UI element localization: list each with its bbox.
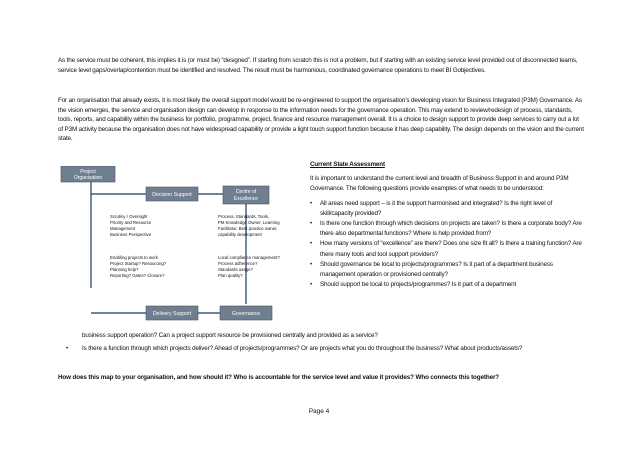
governance-label: Governance <box>231 311 261 317</box>
decision-note-1: Scrutiny / Oversight <box>110 214 148 219</box>
governance-note-1: Local compliance management? <box>218 255 280 260</box>
assessment-bullet-2: • Is there one function through which decisions on projects are taken? Is there a corporate body? Are there also departmental functions? Where is help provided from? <box>310 219 586 239</box>
closing-question: How does this map to your organisation, and how should it? Who is accountable for the service level and value it provides? Who connects this together? <box>58 374 500 381</box>
assessment-intro: It is important to understand the current level and breadth of Business Support in and around P3M Governance. The following questions provide examples of what needs to be understood: <box>310 175 569 193</box>
project-organisation-label-2: Organisation <box>73 175 103 181</box>
delivery-support-label: Delivery Support <box>152 311 192 317</box>
assessment-heading: Current State Assessment <box>310 161 385 168</box>
delivery-note-4: Reporting? Gates? Closure? <box>110 273 165 278</box>
assessment-bullet-4: • Should governance be local to projects/programmes? Is it part of a department business management operation or provisioned centrally? <box>310 260 586 280</box>
current-state-assessment <box>310 160 586 290</box>
governance-note-2: Process adherence? <box>218 261 258 266</box>
centre-of-excellence-label-1: Centre of <box>235 189 257 195</box>
governance-note-3: Standards usage? <box>218 267 253 272</box>
decision-note-4: Business Perspective <box>110 232 152 237</box>
project-organisation-label-1: Project <box>80 169 96 175</box>
governance-note-4: Plan quality? <box>218 273 243 278</box>
delivery-note-1: Enabling projects to work <box>110 255 159 260</box>
decision-support-label: Decision Support <box>152 192 192 198</box>
bullet-dot: • <box>66 345 69 352</box>
excellence-note-1: Process, Standards, Tools, <box>218 214 270 219</box>
excellence-note-2: PM Knowledge Owner, Learning <box>218 220 280 225</box>
page-number: Page 4 <box>308 408 330 415</box>
excellence-note-4: capability development <box>218 232 262 237</box>
assessment-bullet-3: • How many versions of “excellence” are there? Does one size fit all? Is there a training function? Are there many tools and tool support providers? <box>310 239 586 259</box>
assessment-bullet-1: • All areas need support – is it the support harmonised and integrated? Is the right level of skill/capacity provided? <box>310 199 586 219</box>
delivery-note-2: Project Startup? Resourcing? <box>110 261 167 266</box>
decision-note-3: Management <box>110 226 136 231</box>
assessment-bullet-6-text: Is there a function through which projects deliver? Ahead of projects/programmes? Or are projects what you do throughout the business? What about products/assets? <box>82 345 523 352</box>
assessment-bullet-5-continuation: business support operation? Can a project support resource be provisioned centrally and provided as a service? <box>82 332 378 339</box>
centre-of-excellence-label-2: Excellence <box>233 196 259 202</box>
organisation-paragraph: For an organisation that already exists, it is most likely the overall support model would be re-engineered to support the organisation’s developing vision for Business Integrated (P3M) Governance. As the vision emerges, the service and organisation design can develop in response to the information needs for the governance operation. This may extend to review/redesign of process, standards, tools, reports, and capability within the business for portfolio, programme, project, finance and resource management overall. It is a choice to design support to provide deep services to carry out a lot of P3M activity because the organisation does not have widespread capability or provide a light touch support function because it has deep capability. The design depends on the vision and the current state. <box>58 97 584 143</box>
delivery-note-3: Planning help? <box>110 267 139 272</box>
assessment-bullet-5: • Should support be local to projects/programmes? Is it part of a department <box>310 280 586 290</box>
intro-paragraph: As the service must be coherent, this implies it is (or must be) “designed”. If starting from scratch this is not a problem, but if starting with an existing service level provided out of disconnected teams, service level gaps/overlap/contention must be identified and resolved. The result must be harmonious, coordinated governance operations to meet BI Gobjectives. <box>58 57 578 74</box>
decision-note-2: Priority and Resource <box>110 220 152 225</box>
excellence-note-3: Facilitator, Best practice owner, <box>218 226 278 231</box>
support-model-diagram <box>58 166 304 326</box>
